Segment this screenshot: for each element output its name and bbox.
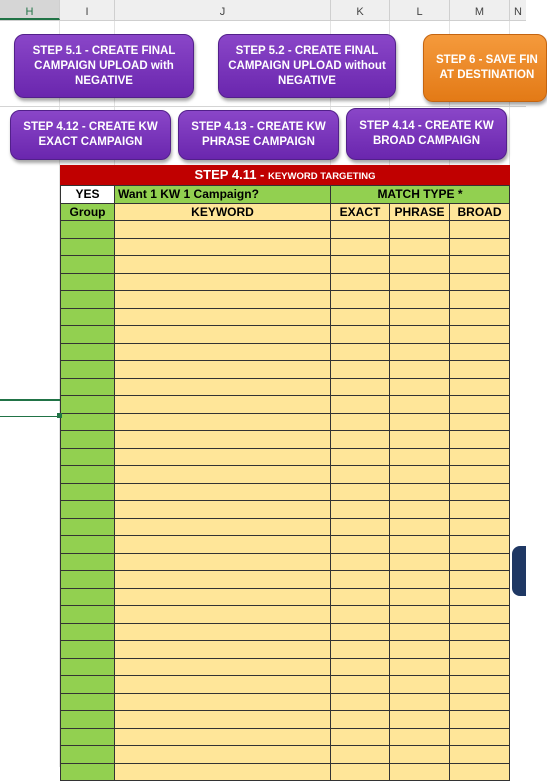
match-type-cell[interactable]: [331, 536, 390, 554]
match-type-cell[interactable]: [390, 483, 450, 501]
match-type-cell[interactable]: [390, 501, 450, 519]
match-type-cell[interactable]: [450, 221, 510, 239]
table-row: [61, 711, 510, 729]
group-cell[interactable]: [61, 273, 115, 291]
match-type-cell[interactable]: [450, 326, 510, 344]
column-header-m[interactable]: M: [450, 0, 510, 20]
match-type-cell[interactable]: [331, 291, 390, 309]
group-cell[interactable]: [61, 763, 115, 781]
match-type-cell[interactable]: [450, 623, 510, 641]
match-type-cell[interactable]: [390, 256, 450, 274]
match-type-cell[interactable]: [450, 466, 510, 484]
group-cell[interactable]: [61, 571, 115, 589]
keyword-cell[interactable]: [115, 308, 331, 326]
group-header[interactable]: Group: [61, 203, 115, 221]
group-cell[interactable]: [61, 553, 115, 571]
match-type-cell[interactable]: [450, 728, 510, 746]
keyword-cell[interactable]: [115, 658, 331, 676]
match-type-cell[interactable]: [331, 326, 390, 344]
match-type-cell[interactable]: [331, 448, 390, 466]
step-6-button[interactable]: [423, 34, 547, 102]
match-type-cell[interactable]: [390, 396, 450, 414]
keyword-cell[interactable]: [115, 413, 331, 431]
match-type-cell[interactable]: [331, 571, 390, 589]
keyword-cell[interactable]: [115, 221, 331, 239]
match-type-cell[interactable]: [390, 343, 450, 361]
match-type-cell[interactable]: [331, 221, 390, 239]
keyword-cell[interactable]: [115, 728, 331, 746]
match-type-cell[interactable]: [450, 571, 510, 589]
keyword-cell[interactable]: [115, 343, 331, 361]
match-type-cell[interactable]: [450, 413, 510, 431]
keyword-table-body: [61, 221, 510, 781]
match-type-cell[interactable]: [450, 711, 510, 729]
table-row: [61, 518, 510, 536]
match-type-cell[interactable]: [331, 413, 390, 431]
keyword-cell[interactable]: [115, 431, 331, 449]
match-type-cell[interactable]: [450, 378, 510, 396]
group-cell[interactable]: [61, 326, 115, 344]
match-type-cell[interactable]: [331, 256, 390, 274]
fill-handle[interactable]: [57, 413, 62, 418]
column-header-bar: [0, 0, 526, 21]
column-header-n[interactable]: N: [514, 6, 522, 18]
table-row: [61, 746, 510, 764]
question-cell[interactable]: Want 1 KW 1 Campaign?: [115, 186, 331, 204]
table-row: [61, 693, 510, 711]
match-type-cell[interactable]: [450, 763, 510, 781]
group-cell[interactable]: [61, 588, 115, 606]
section-title-main: STEP 4.11 -: [194, 167, 268, 182]
button-label: NEGATIVE: [75, 74, 133, 87]
match-type-cell[interactable]: [390, 588, 450, 606]
match-type-cell[interactable]: [390, 413, 450, 431]
button-label: EXACT CAMPAIGN: [38, 136, 143, 148]
match-type-cell[interactable]: [450, 746, 510, 764]
match-type-cell[interactable]: [450, 501, 510, 519]
match-type-cell[interactable]: [390, 711, 450, 729]
keyword-header[interactable]: KEYWORD: [115, 203, 331, 221]
match-type-cell[interactable]: [390, 238, 450, 256]
keyword-cell[interactable]: [115, 256, 331, 274]
table-row: [61, 763, 510, 781]
match-type-cell[interactable]: [390, 448, 450, 466]
keyword-cell[interactable]: [115, 623, 331, 641]
match-type-cell[interactable]: [331, 693, 390, 711]
group-cell[interactable]: [61, 728, 115, 746]
match-type-cell[interactable]: [390, 273, 450, 291]
match-type-cell[interactable]: [390, 623, 450, 641]
table-row: [61, 466, 510, 484]
table-row: [61, 676, 510, 694]
table-row: [61, 221, 510, 239]
table-row: [61, 553, 510, 571]
table-row: [61, 501, 510, 519]
match-type-cell[interactable]: [390, 676, 450, 694]
group-cell[interactable]: [61, 693, 115, 711]
table-row: [61, 291, 510, 309]
match-type-cell[interactable]: [390, 291, 450, 309]
keyword-cell[interactable]: [115, 641, 331, 659]
match-type-cell[interactable]: [450, 431, 510, 449]
group-cell[interactable]: [61, 623, 115, 641]
match-type-cell[interactable]: [390, 466, 450, 484]
keyword-cell[interactable]: [115, 378, 331, 396]
table-row: [61, 238, 510, 256]
group-cell[interactable]: [61, 536, 115, 554]
group-cell[interactable]: [61, 256, 115, 274]
match-type-cell[interactable]: [390, 693, 450, 711]
button-label: AT DESTINATION: [439, 69, 535, 81]
match-type-cell[interactable]: [331, 606, 390, 624]
keyword-table: [60, 185, 510, 781]
group-cell[interactable]: [61, 711, 115, 729]
table-row: [61, 378, 510, 396]
match-type-cell[interactable]: [390, 658, 450, 676]
table-row: [61, 361, 510, 379]
keyword-cell[interactable]: [115, 693, 331, 711]
group-cell[interactable]: [61, 308, 115, 326]
button-label: STEP 6 - SAVE FIN: [436, 54, 538, 66]
keyword-cell[interactable]: [115, 676, 331, 694]
group-cell[interactable]: [61, 483, 115, 501]
match-type-cell[interactable]: [390, 326, 450, 344]
match-type-cell[interactable]: [331, 431, 390, 449]
keyword-cell[interactable]: [115, 553, 331, 571]
column-header-l[interactable]: L: [390, 0, 450, 20]
match-type-cell[interactable]: [450, 658, 510, 676]
table-row: [61, 308, 510, 326]
keyword-cell[interactable]: [115, 571, 331, 589]
group-cell[interactable]: [61, 291, 115, 309]
match-type-cell[interactable]: [331, 466, 390, 484]
table-row: [61, 641, 510, 659]
match-type-cell[interactable]: [331, 501, 390, 519]
match-type-cell[interactable]: [450, 238, 510, 256]
column-header-i[interactable]: I: [60, 0, 115, 20]
match-type-cell[interactable]: [450, 291, 510, 309]
column-header-k[interactable]: K: [331, 0, 390, 20]
match-type-cell[interactable]: [390, 746, 450, 764]
match-type-cell[interactable]: [450, 361, 510, 379]
match-type-cell[interactable]: [390, 606, 450, 624]
group-cell[interactable]: [61, 501, 115, 519]
table-row: [61, 448, 510, 466]
match-type-cell[interactable]: [390, 308, 450, 326]
group-cell[interactable]: [61, 676, 115, 694]
button-label: STEP 4.14 - CREATE KW: [359, 120, 494, 132]
keyword-cell[interactable]: [115, 238, 331, 256]
match-type-cell[interactable]: [331, 238, 390, 256]
match-type-cell[interactable]: [331, 518, 390, 536]
keyword-cell[interactable]: [115, 501, 331, 519]
match-type-cell[interactable]: [450, 536, 510, 554]
group-cell[interactable]: [61, 238, 115, 256]
table-row: [61, 571, 510, 589]
table-row: [61, 343, 510, 361]
match-type-cell[interactable]: [390, 221, 450, 239]
match-type-cell[interactable]: [390, 378, 450, 396]
match-type-cell[interactable]: [450, 676, 510, 694]
table-row: [61, 431, 510, 449]
match-type-cell[interactable]: [390, 571, 450, 589]
table-row: [61, 396, 510, 414]
step-4-14-button[interactable]: [346, 108, 507, 160]
match-type-cell[interactable]: [450, 256, 510, 274]
match-type-cell[interactable]: [331, 343, 390, 361]
step-4-12-button[interactable]: [10, 110, 171, 160]
group-cell[interactable]: [61, 518, 115, 536]
button-label: BROAD CAMPAIGN: [372, 135, 481, 147]
group-cell[interactable]: [61, 658, 115, 676]
match-type-cell[interactable]: [390, 536, 450, 554]
match-type-cell[interactable]: [331, 728, 390, 746]
match-type-cell[interactable]: [450, 396, 510, 414]
button-label: STEP 4.12 - CREATE KW: [23, 121, 158, 133]
row-divider: [0, 106, 526, 107]
table-row: [61, 256, 510, 274]
group-cell[interactable]: [61, 221, 115, 239]
keyword-cell[interactable]: [115, 273, 331, 291]
keyword-cell[interactable]: [115, 396, 331, 414]
match-type-cell[interactable]: [450, 641, 510, 659]
section-title-sub: KEYWORD TARGETING: [267, 171, 376, 182]
match-type-cell[interactable]: [331, 676, 390, 694]
button-label: PHRASE CAMPAIGN: [202, 136, 315, 148]
keyword-cell[interactable]: [115, 588, 331, 606]
exact-header[interactable]: EXACT: [331, 203, 390, 221]
table-row: [61, 588, 510, 606]
group-cell[interactable]: [61, 431, 115, 449]
match-type-cell[interactable]: [331, 746, 390, 764]
table-row: [61, 623, 510, 641]
match-type-cell[interactable]: [390, 553, 450, 571]
match-type-cell[interactable]: [390, 641, 450, 659]
match-type-cell[interactable]: [331, 361, 390, 379]
table-row: [61, 658, 510, 676]
match-type-cell[interactable]: [450, 343, 510, 361]
keyword-cell[interactable]: [115, 291, 331, 309]
match-type-cell[interactable]: [331, 763, 390, 781]
match-type-cell[interactable]: [390, 728, 450, 746]
table-row: [61, 273, 510, 291]
table-row: [61, 413, 510, 431]
table-row: [61, 728, 510, 746]
match-type-cell[interactable]: [331, 308, 390, 326]
match-type-cell[interactable]: [450, 588, 510, 606]
button-label: CAMPAIGN UPLOAD with: [34, 59, 174, 72]
match-type-cell[interactable]: [331, 588, 390, 606]
keyword-cell[interactable]: [115, 518, 331, 536]
column-header-j[interactable]: J: [115, 0, 331, 20]
group-cell[interactable]: [61, 641, 115, 659]
match-type-cell[interactable]: [450, 693, 510, 711]
match-type-cell[interactable]: [450, 273, 510, 291]
keyword-cell[interactable]: [115, 763, 331, 781]
match-type-cell[interactable]: [331, 273, 390, 291]
button-label: NEGATIVE: [278, 74, 336, 87]
keyword-cell[interactable]: [115, 483, 331, 501]
match-type-cell[interactable]: [331, 711, 390, 729]
keyword-cell[interactable]: [115, 711, 331, 729]
button-label: CAMPAIGN UPLOAD without: [228, 59, 386, 72]
match-type-cell[interactable]: [331, 553, 390, 571]
match-type-cell[interactable]: [331, 396, 390, 414]
group-cell[interactable]: [61, 378, 115, 396]
match-type-cell[interactable]: [331, 378, 390, 396]
match-type-cell[interactable]: [331, 623, 390, 641]
match-type-cell[interactable]: [331, 483, 390, 501]
keyword-cell[interactable]: [115, 448, 331, 466]
step-5-1-button[interactable]: [14, 34, 194, 98]
side-shape-edge: [512, 546, 526, 596]
group-cell[interactable]: [61, 413, 115, 431]
active-cell-border: [0, 416, 60, 417]
keyword-cell[interactable]: [115, 361, 331, 379]
group-cell[interactable]: [61, 361, 115, 379]
match-type-cell[interactable]: [390, 361, 450, 379]
button-label: STEP 5.1 - CREATE FINAL: [32, 44, 176, 57]
group-cell[interactable]: [61, 396, 115, 414]
match-type-cell[interactable]: [450, 606, 510, 624]
group-cell[interactable]: [61, 606, 115, 624]
active-cell-border: [0, 399, 60, 401]
match-type-cell[interactable]: [390, 763, 450, 781]
table-row: [61, 326, 510, 344]
broad-header[interactable]: BROAD: [450, 203, 510, 221]
group-cell[interactable]: [61, 466, 115, 484]
match-type-cell[interactable]: [390, 518, 450, 536]
match-type-header[interactable]: MATCH TYPE *: [331, 186, 510, 204]
step-4-13-button[interactable]: [178, 110, 339, 160]
match-type-cell[interactable]: [331, 641, 390, 659]
keyword-cell[interactable]: [115, 536, 331, 554]
step-5-2-button[interactable]: [218, 34, 396, 98]
match-type-cell[interactable]: [390, 431, 450, 449]
table-row: [61, 606, 510, 624]
column-header-h[interactable]: H: [0, 0, 60, 20]
table-row: [61, 536, 510, 554]
match-type-cell[interactable]: [450, 518, 510, 536]
button-label: STEP 5.2 - CREATE FINAL: [235, 44, 379, 57]
group-cell[interactable]: [61, 746, 115, 764]
yes-cell[interactable]: YES: [61, 186, 115, 204]
match-type-cell[interactable]: [450, 308, 510, 326]
match-type-cell[interactable]: [450, 483, 510, 501]
button-label: STEP 4.13 - CREATE KW: [191, 121, 326, 133]
keyword-cell[interactable]: [115, 326, 331, 344]
group-cell[interactable]: [61, 343, 115, 361]
match-type-cell[interactable]: [450, 553, 510, 571]
group-cell[interactable]: [61, 448, 115, 466]
table-row: [61, 483, 510, 501]
phrase-header[interactable]: PHRASE: [390, 203, 450, 221]
keyword-cell[interactable]: [115, 466, 331, 484]
match-type-cell[interactable]: [331, 658, 390, 676]
keyword-cell[interactable]: [115, 746, 331, 764]
match-type-cell[interactable]: [450, 448, 510, 466]
section-title: [60, 165, 510, 185]
keyword-cell[interactable]: [115, 606, 331, 624]
